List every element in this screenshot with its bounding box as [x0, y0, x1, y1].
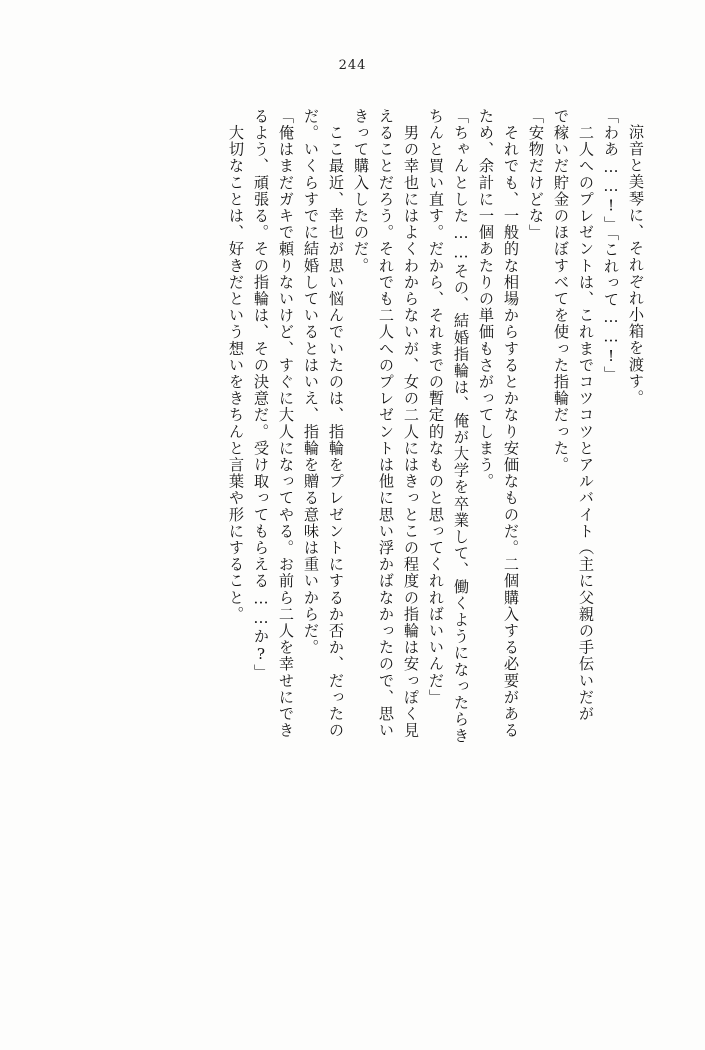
text-line: 涼音と美琴に、それぞれ小箱を渡す。: [627, 124, 645, 407]
text-line: えることだろう。それでも二人へのプレゼントは他に思い浮かばなかったので、思い: [377, 108, 395, 739]
text-line: 男の幸也にはよくわからないが、女の二人にはきっとこの程度の指輪は安っぽく見: [402, 108, 420, 739]
text-line: 大切なことは、好きだという想いをきちんと言葉や形にすること。: [227, 108, 245, 623]
text-line: だ。いくらすでに結婚しているとはいえ、指輪を贈る意味は重いからだ。: [302, 108, 320, 656]
text-line: きって購入したのだ。: [352, 108, 370, 274]
text-line: ため、余計に一個あたりの単価もさがってしまう。: [477, 108, 495, 490]
text-line: 「安物だけどな」: [527, 108, 545, 241]
text-line: それでも、一般的な相場からするとかなり安価なものだ。二個購入する必要がある: [502, 108, 520, 739]
text-line: 「俺はまだガキで頼りないけど、すぐに大人になってやる。お前ら二人を幸せにでき: [277, 108, 295, 739]
text-line: るよう、頑張る。その指輪は、その決意だ。受け取ってもらえる……か?」: [252, 108, 270, 681]
text-line: 二人へのプレゼントは、これまでコツコツとアルバイト（主に父親の手伝いだが: [577, 108, 595, 723]
text-line: で稼いだ貯金のほぼすべてを使った指輪だった。: [552, 108, 570, 474]
page-text-body: [53, 108, 643, 988]
text-line: ここ最近、幸也が思い悩んでいたのは、指輪をプレゼントにするか否か、だったの: [327, 108, 345, 739]
text-line: 「わあ……!」「これって……!」: [602, 108, 620, 383]
text-line: 「ちゃんとした……その、結婚指輪は、俺が大学を卒業して、働くようになったらき: [452, 108, 470, 745]
text-line: ちんと買い直す。だから、それまでの暫定的なものと思ってくれればいいんだ」: [427, 108, 445, 706]
page-number: 244: [338, 58, 367, 73]
